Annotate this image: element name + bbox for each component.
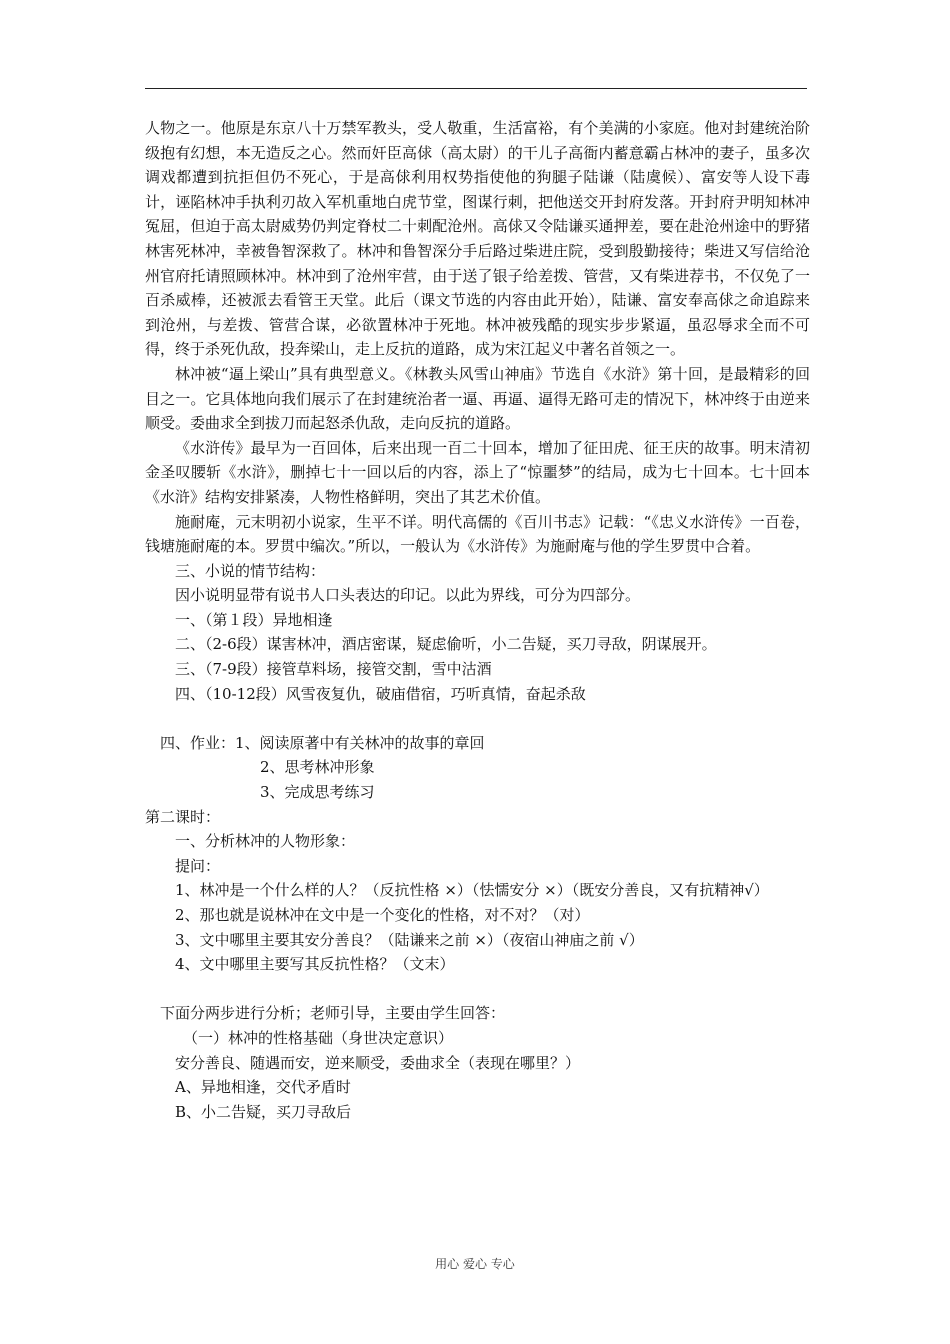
trait-item-a: A、异地相逢，交代矛盾时 <box>175 1078 351 1097</box>
document-body <box>145 116 810 1124</box>
analysis-intro: 下面分两步进行分析；老师引导，主要由学生回答： <box>160 1004 506 1023</box>
page-footer: 用心 爱心 专心 <box>435 1257 515 1271</box>
blank-line <box>145 706 810 731</box>
character-traits: 安分善良、随遇而安，逆来顺受，委曲求全（表现在哪里？） <box>175 1053 581 1072</box>
homework-line-2: 2、思考林冲形象 <box>260 758 375 777</box>
question-4: 4、文中哪里主要写其反抗性格？（文末） <box>175 955 455 974</box>
plot-part-3: 三、（7-9段）接管草料场，接管交割，雪中沽酒 <box>175 660 492 679</box>
question-2: 2、那也就是说林冲在文中是一个变化的性格，对不对？（对） <box>175 906 590 924</box>
plot-part-4: 四、（10-12段）风雪夜复仇，破庙借宿，巧听真情，奋起杀敌 <box>175 684 586 703</box>
ask-label: 提问： <box>175 856 221 875</box>
question-1: 1、林冲是一个什么样的人？（反抗性格 ×）（怯懦安分 ×）（既安分善良，又有抗精神√） <box>175 881 769 900</box>
trait-item-b: B、小二告疑，买刀寻敌后 <box>175 1102 352 1121</box>
section-plot-structure-heading: 三、小说的情节结构： <box>175 561 326 580</box>
question-3: 3、文中哪里主要其安分善良？（陆谦来之前 ×）（夜宿山神庙之前 √） <box>175 930 644 949</box>
homework-line-1: 四、作业：1、阅读原著中有关林冲的故事的章回 <box>160 733 485 752</box>
homework-line-3: 3、完成思考练习 <box>260 783 375 802</box>
character-analysis-heading: 一、分析林冲的人物形象： <box>175 832 356 851</box>
section-plot-structure-intro: 因小说明显带有说书人口头表达的印记。以此为界线，可分为四部分。 <box>175 586 641 605</box>
header-rule <box>145 88 807 89</box>
paragraph-lin-chong-background: 人物之一。他原是东京八十万禁军教头，受人敬重，生活富裕，有个美满的小家庭。他对封建统治阶级抱有幻想，本无造反之心。然而奸臣高俅（高太尉）的干儿子高衙内蓄意霸占林冲的妻子，虽多次调戏都遭到抗拒但仍不死心，于是高俅利用权势指使他的狗腿子陆谦（陆虞候）、富安等人设下毒计，诬陷林冲手执利刃故入军机重地白虎节堂，图谋行刺，把他送交开封府发落。开封府尹明知林冲冤屈，但迫于高太尉威势仍判定脊杖二十刺配沧州。高俅又令陆谦买通押差，要在赴沧州途中的野猪林害死林冲，幸被鲁智深救了。林冲和鲁智深分手后路过柴进庄院，受到殷勤接待；柴进又写信给沧州官府托请照顾林冲。林冲到了沧州牢营，由于送了银子给差拨、管营，又有柴进荐书，不仅免了一百杀威棒，还被派去看管王天堂。此后（课文节选的内容由此开始），陆谦、富安奉高俅之命追踪来到沧州，与差拨、管营合谋，必欲置林冲于死地。林冲被残酷的现实步步紧逼，虽忍辱求全而不可得，终于杀死仇敌，投奔梁山，走上反抗的道路，成为宋江起义中著名首领之一。 <box>145 119 810 359</box>
lesson-2-heading: 第二课时： <box>145 807 221 826</box>
subsection-1-heading: （一）林冲的性格基础（身世决定意识） <box>183 1028 454 1047</box>
plot-part-2: 二、（2-6段）谋害林冲，酒店密谋，疑虑偷听，小二告疑，买刀寻敌，阴谋展开。 <box>175 635 717 654</box>
blank-line <box>145 977 810 1002</box>
paragraph-shuihu-editions: 《水浒传》最早为一百回体，后来出现一百二十回本，增加了征田虎、征王庆的故事。明末清初金圣叹腰斩《水浒》，删掉七十一回以后的内容，添上了“惊噩梦”的结局，成为七十回本。七十回本《水浒》结构安排紧凑，人物性格鲜明，突出了其艺术价值。 <box>145 438 810 506</box>
plot-part-1: 一、（第１段）异地相逢 <box>175 610 333 629</box>
paragraph-forced-to-liangshan: 林冲被“逼上梁山”具有典型意义。《林教头风雪山神庙》节选自《水浒》第十回，是最精彩的回目之一。它具体地向我们展示了在封建统治者一逼、再逼、逼得无路可走的情况下，林冲终于由逆来顺受。委曲求全到拔刀而起怒杀仇敌，走向反抗的道路。 <box>145 364 810 433</box>
paragraph-shi-naian: 施耐庵，元末明初小说家，生平不详。明代高儒的《百川书志》记载：“《忠义水浒传》一百卷，钱塘施耐庵的本。罗贯中编次。”所以，一般认为《水浒传》为施耐庵与他的学生罗贯中合着。 <box>145 512 810 556</box>
